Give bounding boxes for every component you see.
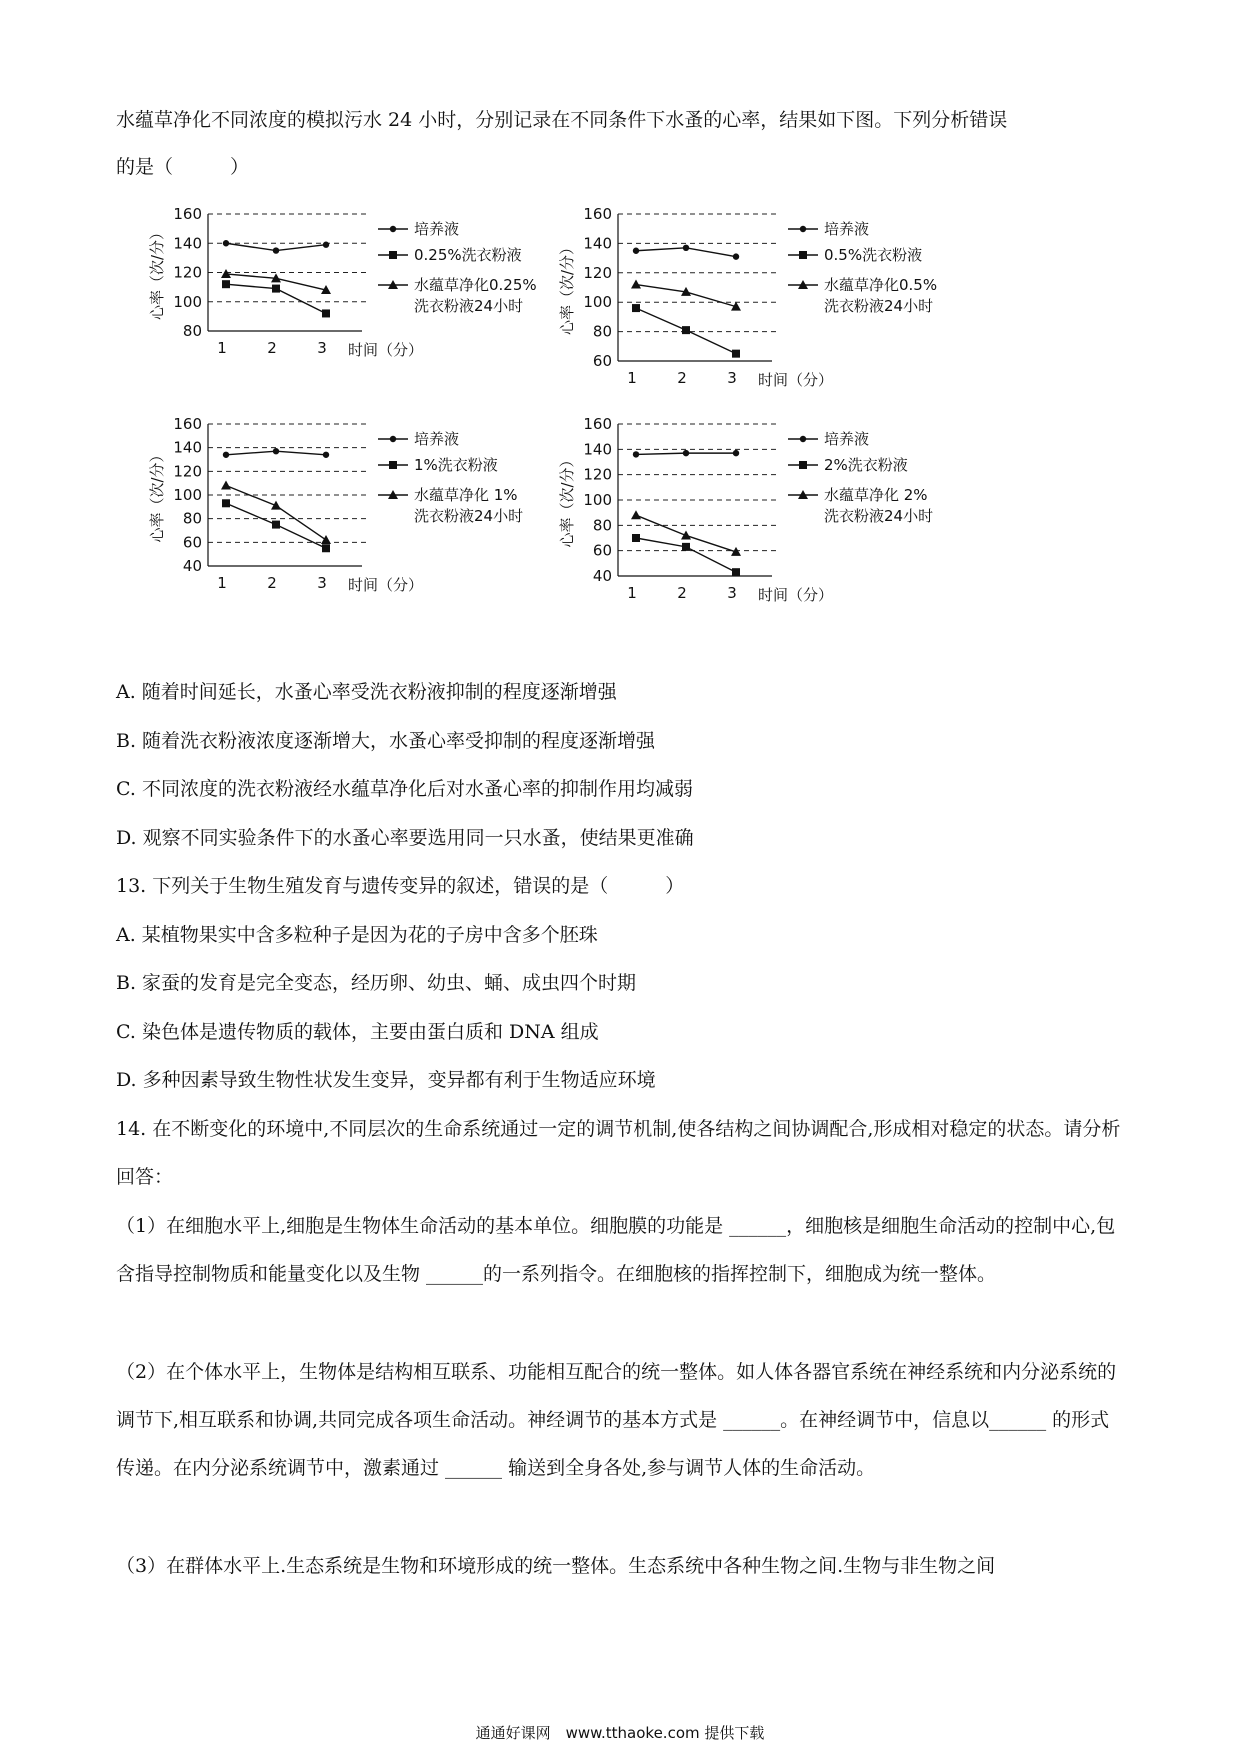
data-point [681,530,691,539]
y-axis-label: 心率（次/分） [148,447,166,543]
y-tick-label: 100 [583,293,612,312]
data-point [222,499,230,507]
y-tick-label: 60 [592,352,612,370]
data-point [223,240,229,246]
data-point [733,253,739,259]
q14-part-2: （2）在个体水平上，生物体是结构相互联系、功能相互配合的统一整体。如人体各器官系统在神经系统和内分泌系统的调节下,相互联系和协调,共同完成各项生命活动。神经调节的基本方式是 ______。在神经调节中，信息以______ 的形式传递。在内分泌系统调节中，激素通过 ______ 输送到全身各处,参与调节人体的生命活动。 [116,1361,1117,1479]
data-point [273,448,279,454]
y-axis-label: 心率（次/分） [148,224,166,321]
data-point [322,544,330,552]
legend-label: 0.5%洗衣粉液 [824,246,923,264]
data-point [272,285,280,293]
q13-option-b: B. 家蚕的发育是完全变态，经历卵、幼虫、蛹、成虫四个时期 [116,972,637,994]
y-tick-label: 120 [583,263,612,282]
q12-option-b: B. 随着洗衣粉液浓度逐渐增大，水蚤心率受抑制的程度逐渐增强 [116,730,656,752]
legend-marker [800,226,806,232]
legend-marker [799,251,807,259]
legend-label: 培养液 [824,430,870,448]
y-axis-label: 心率（次/分） [558,452,576,548]
data-point [323,242,329,248]
data-point [271,501,281,510]
data-point [732,568,740,576]
legend-label: 洗衣粉液24小时 [414,297,524,315]
q13-option-d: D. 多种因素导致生物性状发生变异，变异都有利于生物适应环境 [116,1069,656,1091]
data-point [683,245,689,251]
x-tick-label: 2 [677,584,687,602]
q13-option-c: C. 染色体是遗传物质的载体，主要由蛋白质和 DNA 组成 [116,1021,599,1043]
y-tick-label: 160 [173,205,202,223]
data-point [631,510,641,519]
data-point [733,450,739,456]
y-tick-label: 100 [583,491,612,509]
data-point [322,309,330,317]
data-point [221,269,231,278]
q12-option-d: D. 观察不同实验条件下的水蚤心率要选用同一只水蚤，使结果更准确 [116,827,694,849]
x-tick-label: 3 [317,339,327,357]
y-tick-label: 120 [173,263,202,282]
y-tick-label: 140 [173,234,202,253]
y-tick-label: 60 [592,541,612,560]
y-tick-label: 120 [583,465,612,484]
data-point [683,450,689,456]
data-point [221,481,231,490]
legend-label: 1%洗衣粉液 [414,456,498,474]
x-axis-label: 时间（分） [758,371,834,389]
y-tick-label: 140 [173,438,202,457]
chart-0-25-percent [150,200,580,375]
intro-line-2: 的是（ ） [116,156,250,178]
legend-marker [389,461,397,469]
y-tick-label: 160 [173,415,202,433]
q14-part-1: （1）在细胞水平上,细胞是生物体生命活动的基本单位。细胞膜的功能是 ______，细胞核是细胞生命活动的控制中心,包含指导控制物质和能量变化以及生物 ______的一系列指令。在细胞核的指挥控制下，细胞成为统一整体。 [116,1215,1116,1285]
legend-label: 2%洗衣粉液 [824,456,908,474]
data-point [323,452,329,458]
data-point [321,535,331,544]
y-tick-label: 80 [182,509,202,528]
chart-0-5-percent [560,200,990,405]
q13-stem: 13. 下列关于生物生殖发育与遗传变异的叙述，错误的是（ ） [116,875,685,897]
x-axis-label: 时间（分） [348,576,424,594]
data-point [222,280,230,288]
y-tick-label: 140 [583,234,612,253]
intro-line-1: 水蕴草净化不同浓度的模拟污水 24 小时，分别记录在不同条件下水蚤的心率，结果如下图。下列分析错误 [116,109,1008,131]
x-tick-label: 3 [727,369,737,387]
y-tick-label: 120 [173,462,202,481]
q14-part-3: （3）在群体水平上.生态系统是生物和环境形成的统一整体。生态系统中各种生物之间.生物与非生物之间 [116,1555,996,1577]
x-tick-label: 1 [217,339,227,357]
data-point [223,452,229,458]
q12-option-a: A. 随着时间延长，水蚤心率受洗衣粉液抑制的程度逐渐增强 [116,681,617,703]
legend-label: 洗衣粉液24小时 [824,507,934,525]
data-point [632,534,640,542]
data-point [682,543,690,551]
legend-marker [389,251,397,259]
legend-label: 水蕴草净化 2% [824,486,928,504]
chart-2-percent [560,410,990,620]
footer-credit: 通通好课网 www.tthaoke.com 提供下载 [475,1724,765,1742]
data-point [631,280,641,289]
legend-label: 培养液 [414,430,460,448]
legend-label: 0.25%洗衣粉液 [414,246,522,264]
x-tick-label: 2 [267,339,277,357]
data-point [732,350,740,358]
chart-1-percent [150,410,580,610]
y-tick-label: 140 [583,440,612,459]
q14-stem: 14. 在不断变化的环境中,不同层次的生命系统通过一定的调节机制,使各结构之间协调配合,形成相对稳定的状态。请分析回答： [116,1118,1121,1188]
y-tick-label: 100 [173,486,202,504]
y-tick-label: 80 [592,322,612,341]
legend-label: 洗衣粉液24小时 [414,507,524,525]
q13-option-a: A. 某植物果实中含多粒种子是因为花的子房中含多个胚珠 [116,924,598,946]
legend-label: 培养液 [824,220,870,238]
data-point [273,247,279,253]
x-tick-label: 3 [317,574,327,592]
x-tick-label: 2 [267,574,277,592]
x-tick-label: 1 [627,584,637,602]
legend-label: 水蕴草净化 1% [414,486,518,504]
legend-marker [799,461,807,469]
series-line [226,486,326,540]
legend-label: 水蕴草净化0.5% [824,276,938,294]
y-tick-label: 80 [182,322,202,340]
y-tick-label: 100 [173,292,202,311]
y-tick-label: 160 [583,205,612,223]
legend-marker [390,226,396,232]
y-tick-label: 40 [592,567,612,585]
legend-marker [390,436,396,442]
legend-label: 水蕴草净化0.25% [414,276,537,294]
y-tick-label: 40 [182,557,202,575]
data-point [682,326,690,334]
x-axis-label: 时间（分） [348,341,424,359]
y-axis-label: 心率（次/分） [558,239,576,336]
legend-marker [800,436,806,442]
legend-label: 洗衣粉液24小时 [824,297,934,315]
x-axis-label: 时间（分） [758,586,834,604]
data-point [632,304,640,312]
x-tick-label: 1 [627,369,637,387]
x-tick-label: 2 [677,369,687,387]
data-point [272,521,280,529]
q12-option-c: C. 不同浓度的洗衣粉液经水蕴草净化后对水蚤心率的抑制作用均减弱 [116,778,693,800]
x-tick-label: 3 [727,584,737,602]
y-tick-label: 60 [182,533,202,552]
legend-label: 培养液 [414,220,460,238]
x-tick-label: 1 [217,574,227,592]
data-point [633,248,639,254]
y-tick-label: 80 [592,516,612,535]
data-point [633,451,639,457]
y-tick-label: 160 [583,415,612,433]
